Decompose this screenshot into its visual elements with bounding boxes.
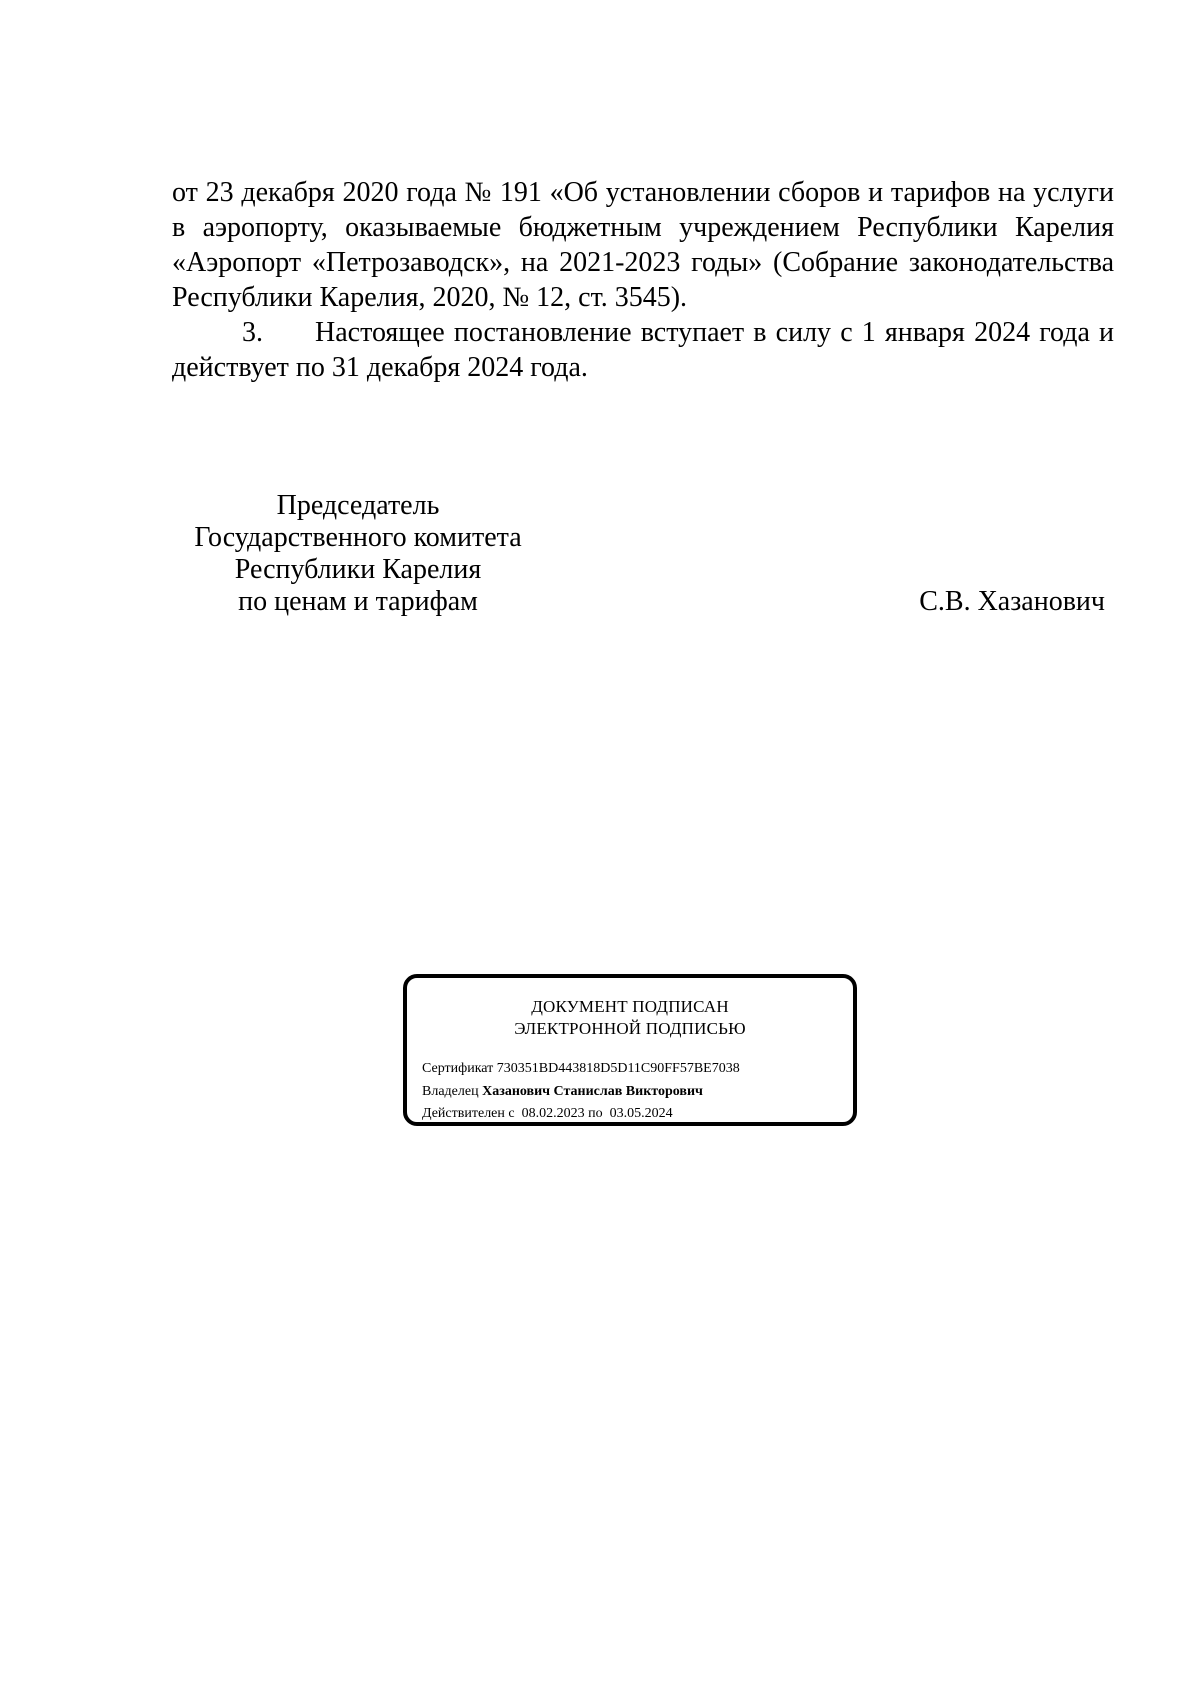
electronic-signature-stamp (403, 974, 857, 1126)
signatory-position-line: Государственного комитета (194, 522, 522, 553)
stamp-validity (422, 1105, 673, 1123)
item-3 (172, 315, 1114, 385)
document-body (172, 175, 1114, 385)
stamp-owner (422, 1083, 703, 1101)
stamp-certificate-label: Сертификат (422, 1061, 494, 1076)
signatory-position-line: Республики Карелия (234, 554, 482, 585)
stamp-owner-value: Хазанович Станислав Викторович (482, 1084, 703, 1099)
stamp-title-line: ДОКУМЕНТ ПОДПИСАН (531, 997, 729, 1016)
stamp-title-line: ЭЛЕКТРОННОЙ ПОДПИСЬЮ (514, 1019, 746, 1038)
stamp-title (407, 996, 853, 1040)
signatory-position-line: по ценам и тарифам (238, 586, 478, 617)
signatory-position (172, 490, 544, 618)
stamp-valid-to-label: по (588, 1106, 603, 1121)
signatory-position-line: Председатель (276, 490, 440, 521)
signatory-name: С.В. Хазанович (919, 586, 1105, 617)
stamp-certificate-value: 730351BD443818D5D11C90FF57BE7038 (496, 1061, 740, 1076)
stamp-valid-from: 08.02.2023 (521, 1106, 585, 1121)
stamp-valid-from-label: Действителен с (422, 1106, 515, 1121)
stamp-certificate (422, 1060, 740, 1078)
stamp-owner-label: Владелец (422, 1084, 479, 1099)
item-3-number: 3. (242, 317, 263, 348)
stamp-valid-to: 03.05.2024 (609, 1106, 673, 1121)
item-3-text: Настоящее постановление вступает в силу с 1 января 2024 года и действует по 31 декабря 2024 года. (172, 317, 1114, 383)
paragraph-continuation: от 23 декабря 2020 года № 191 «Об установлении сборов и тарифов на услуги в аэропорту, оказываемые бюджетным учреждением Республики Карелия «Аэропорт «Петрозаводск», на 2021-2023 годы» (Собрание законодательства Республики Карелия, 2020, № 12, ст. 3545). (172, 177, 1114, 313)
